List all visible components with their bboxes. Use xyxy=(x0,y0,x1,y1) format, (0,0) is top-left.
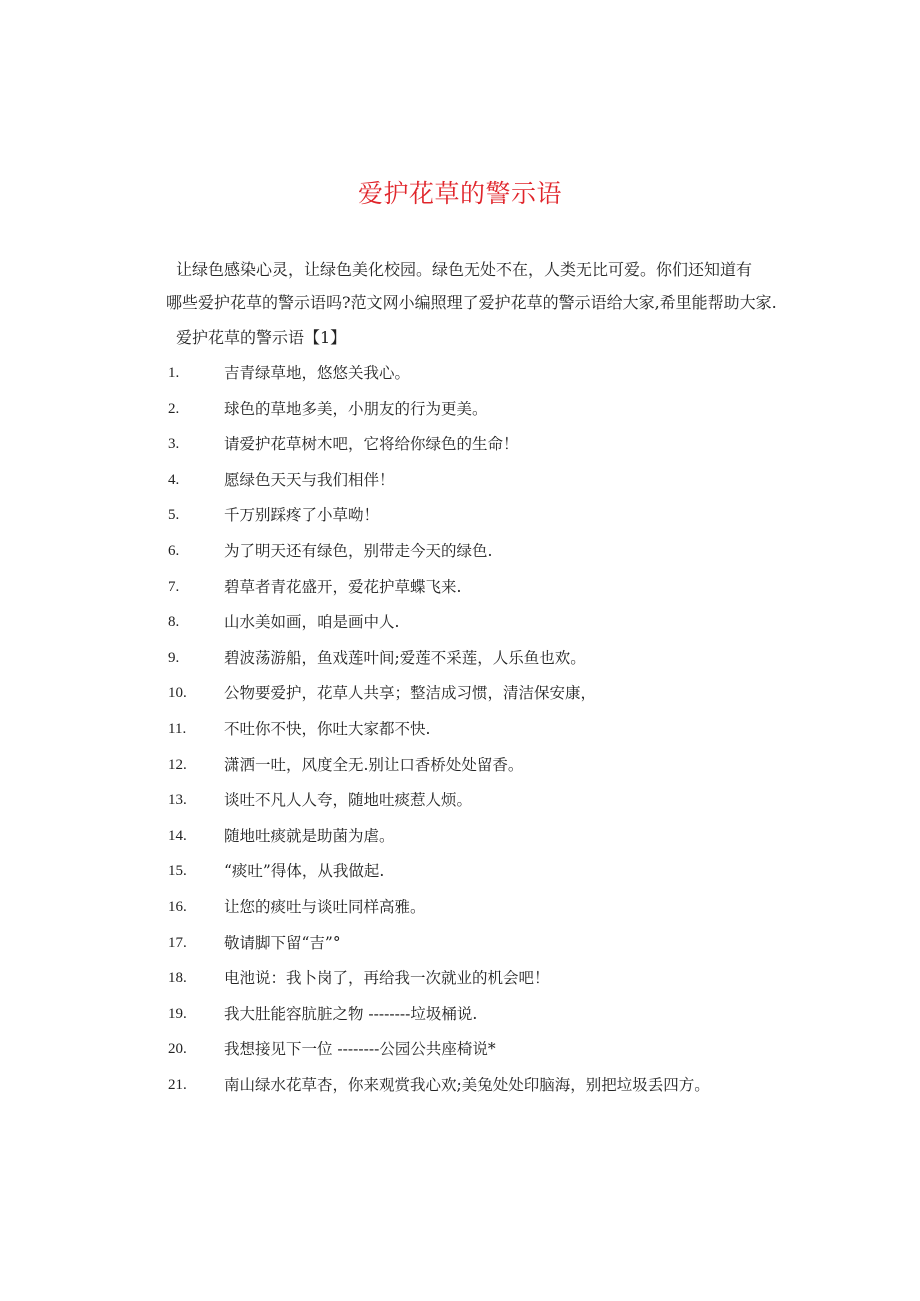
item-number: 17. xyxy=(168,934,187,951)
item-number: 15. xyxy=(168,863,187,880)
item-text: 不吐你不快，你吐大家都不快. xyxy=(224,719,431,738)
item-number: 21. xyxy=(168,1076,187,1093)
item-number: 1. xyxy=(168,365,180,381)
item-text: 为了明天还有绿色，别带走今天的绿色. xyxy=(224,541,493,560)
document-title: 爱护花草的警示语 xyxy=(357,179,562,208)
item-text: 请爱护花草树木吧，它将给你绿色的生命！ xyxy=(224,435,519,454)
item-number: 11. xyxy=(168,720,187,737)
list-item xyxy=(168,1002,808,1038)
list-item xyxy=(168,824,808,860)
item-number: 9. xyxy=(168,649,180,666)
item-text: 随地吐痰就是助菌为虐。 xyxy=(224,826,395,845)
item-number: 14. xyxy=(168,827,187,844)
list-item xyxy=(168,895,808,931)
slogan-list xyxy=(168,361,808,1108)
item-number: 5. xyxy=(168,507,180,524)
item-number: 10. xyxy=(168,685,187,702)
item-text: 敬请脚下留“吉”° xyxy=(224,933,341,952)
list-item xyxy=(168,361,808,397)
list-item xyxy=(168,503,808,539)
item-number: 20. xyxy=(168,1041,187,1058)
item-number: 4. xyxy=(168,471,180,488)
item-text: 我大肚能容肮脏之物 --------垃圾桶说. xyxy=(224,1004,478,1023)
list-item xyxy=(168,432,808,468)
item-text: 千万别踩疼了小草呦！ xyxy=(224,506,380,525)
item-text: “痰吐”得体，从我做起. xyxy=(224,862,385,881)
list-item xyxy=(168,859,808,895)
item-text: 让您的痰吐与谈吐同样高雅。 xyxy=(224,897,426,916)
item-text: 南山绿水花草杏，你来观赏我心欢;美兔处处印脑海，别把垃圾丢四方。 xyxy=(224,1075,710,1094)
item-number: 18. xyxy=(168,970,187,987)
item-text: 电池说：我卜岗了，再给我一次就业的机会吧！ xyxy=(224,969,550,988)
item-number: 7. xyxy=(168,578,180,595)
list-item xyxy=(168,1037,808,1073)
list-item xyxy=(168,397,808,433)
list-item xyxy=(168,717,808,753)
item-text: 潇洒一吐，风度全无.别让口香桥处处留香。 xyxy=(224,755,524,774)
intro-line-1: 让绿色感染心灵，让绿色美化校园。绿色无处不在，人类无比可爱。你们还知道有 xyxy=(176,260,753,279)
item-text: 球色的草地多美，小朋友的行为更美。 xyxy=(224,399,488,418)
item-number: 6. xyxy=(168,542,180,559)
list-item xyxy=(168,646,808,682)
item-number: 13. xyxy=(168,792,187,809)
list-item xyxy=(168,966,808,1002)
item-number: 19. xyxy=(168,1005,187,1022)
list-item xyxy=(168,468,808,504)
section-heading: 爱护花草的警示语【1】 xyxy=(176,328,347,347)
item-number: 12. xyxy=(168,756,187,773)
item-text: 谈吐不凡人人夸，随地吐痰惹人烦。 xyxy=(224,791,473,810)
list-item xyxy=(168,1073,808,1109)
item-number: 3. xyxy=(168,436,180,453)
item-text: 山水美如画，咱是画中人. xyxy=(224,613,400,632)
item-text: 吉青绿草地，悠悠关我心。 xyxy=(224,364,411,382)
list-item xyxy=(168,539,808,575)
list-item xyxy=(168,753,808,789)
list-item xyxy=(168,575,808,611)
intro-paragraph xyxy=(168,253,788,319)
intro-line-2: 哪些爱护花草的警示语吗?范文网小编照理了爱护花草的警示语给大家,希里能帮助大家. xyxy=(166,293,777,312)
list-item xyxy=(168,681,808,717)
item-text: 我想接见下一位 --------公园公共座椅说* xyxy=(224,1040,496,1059)
item-number: 2. xyxy=(168,400,180,417)
item-number: 16. xyxy=(168,898,187,915)
item-text: 碧波荡游船，鱼戏莲叶间;爱莲不采莲，人乐鱼也欢。 xyxy=(224,648,586,667)
list-item xyxy=(168,788,808,824)
item-number: 8. xyxy=(168,614,180,631)
item-text: 公物要爱护，花草人共享；整洁成习惯，清洁保安康， xyxy=(224,684,597,703)
item-text: 碧草者青花盛开，爱花护草蝶飞来. xyxy=(224,577,462,596)
list-item xyxy=(168,610,808,646)
item-text: 愿绿色天天与我们相伴！ xyxy=(224,470,395,489)
list-item xyxy=(168,931,808,967)
